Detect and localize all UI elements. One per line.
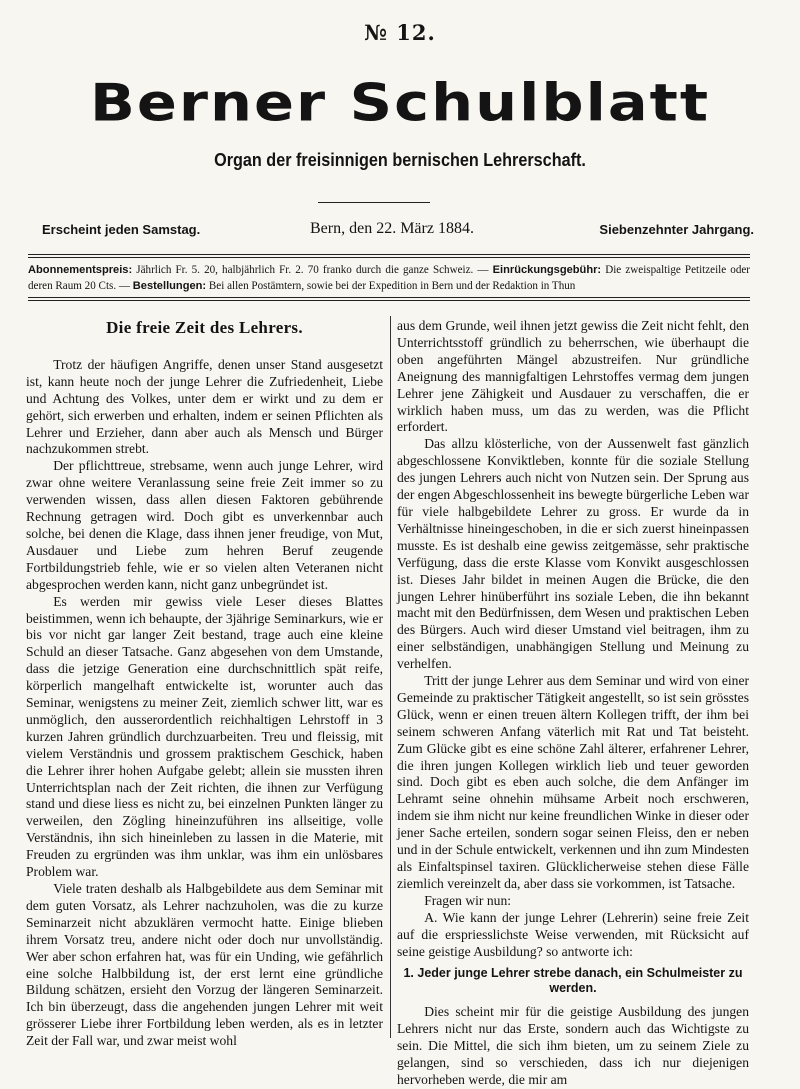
orders-text: Bei allen Postämtern, sowie bei der Expedition in Bern und der Redaktion in Thun xyxy=(206,280,576,292)
newspaper-subtitle: Organ der freisinnigen bernischen Lehrerschaft. xyxy=(214,150,586,170)
article-paragraph: Der pflichttreue, strebsame, wenn auch junge Lehrer, wird zwar ohne weitere Veranlassung seine freie Zeit immer so zu verwenden wissen, dass allen diesen Faktoren gebührende Rechnung getragen wird. Doch gibt es unverkennbar auch solche, bei denen die Klage, dass ihnen jener freudige, von Mut, Ausdauer und Liebe zum hehren Beruf zeugende Fortbildungstrieb fehle, wie er so vielen alten Veteranen nicht abgesprochen werden kann, nicht ganz unbegründet ist. xyxy=(26,458,383,592)
volume-number: Siebenzehnter Jahrgang. xyxy=(599,222,754,237)
subscription-notice xyxy=(28,262,750,294)
notice-top-rule-inner xyxy=(28,257,750,258)
article-paragraph: Das allzu klösterliche, von der Aussenwelt fast gänzlich abgeschlossene Konviktleben, konnte für die soziale Stellung des jungen Lehrers auch nicht von Nutzen sein. Der Sprung aus der engen Abgeschlossenheit ins bewegte bürgerliche Leben war für viele halbgebildete Lehrer zu gross. Er wurde da in Verhältnisse hineingeschoben, in die er sich zuerst hineinpassen musste. Es ist deshalb eine gewiss zeitgemässe, sehr praktische Verfügung, dass die erste Klasse vom Konvikt ausgeschlossen ist. Dieses Jahr bildet in meinen Augen die Brücke, die den jungen Lehrer hinüberführt ins soziale Leben, die ihn bekannt macht mit den Bedürfnissen, dem Wesen und praktischen Leben des Bürgers. Auch wird dieser Umstand viel beitragen, ihm zu einer selbständigen, unabhängigen Stellung und Meinung zu verhelfen. xyxy=(397,436,749,672)
orders-label: Bestellungen: xyxy=(132,280,207,292)
article-paragraph: Es werden mir gewiss viele Leser dieses Blattes beistimmen, wenn ich behaupte, der 3jährige Seminarkurs, wie er bis vor nicht gar langer Zeit bestand, trage auch eine kleine Schuld an dieser Tatsache. Ganz abgesehen von dem Umstande, dass die jetzige Generation eine durchschnittlich spät reife, körperlich mangelhaft entwickelte ist, worunter auch das Seminar, wenigstens zu meiner Zeit, ziemlich schwer litt, war es unmöglich, den ausserordentlich reichhaltigen Lehrstoff in 3 kurzen Jahren gründlich durchzuarbeiten. Treu und fleissig, mit vielem Verständnis und grossem praktischem Geschick, haben die Lehrer ihrer hohen Aufgabe gelebt; allein sie mussten ihren Unterrichtsplan nach der Zeit richten, die ihnen zur Verfügung stand und diese liess es nicht zu, bei einzelnen Punkten länger zu verweilen, den Zögling hineinzuführen ins allseitige, volle Verständnis, ihn sich hineinleben zu lassen in die Materie, mit Freuden zu ergründen was ihm unklar, was ihm ein unlösbares Problem war. xyxy=(26,593,383,880)
insertion-label: Einrückungsgebühr: xyxy=(492,264,602,276)
column-divider xyxy=(390,316,391,1038)
publication-schedule: Erscheint jeden Samstag. xyxy=(42,222,201,237)
article-paragraph: Dies scheint mir für die geistige Ausbildung des jungen Lehrers nicht nur das Erste, sondern auch das Wichtigste zu sein. Die Mittel, die sich ihm bieten, um zu seinem Ziele zu gelangen, sind so verschieden, dass ich nur diejenigen hervorheben werde, die mir am xyxy=(397,1004,749,1088)
place-date: Bern, den 22. März 1884. xyxy=(310,220,474,237)
article-paragraph: A. Wie kann der junge Lehrer (Lehrerin) seine freie Zeit auf die erspriesslichste Weise verwenden, mit Rücksicht auf seine geistige Ausbildung? so antworte ich: xyxy=(397,909,749,959)
notice-bottom-rule xyxy=(28,297,750,298)
notice-bottom-rule-inner xyxy=(28,300,750,301)
article-paragraph: aus dem Grunde, weil ihnen jetzt gewiss die Zeit nicht fehlt, den Unterrichtsstoff gründlich zu beherrschen, wie überhaupt die oben angeführten Mängel abzustreifen. Nur gründliche Aneignung des mannigfaltigen Lehrstoffes vermag dem jungen Lehrer jene Zähigkeit und Ausdauer zu verschaffen, die er wirklich haben muss, um das zu werden, was die Pflicht erfordert. xyxy=(397,318,749,435)
subscription-text: Jährlich Fr. 5. 20, halbjährlich Fr. 2. 70 franko durch die ganze Schweiz. — xyxy=(132,264,493,276)
article-column-right xyxy=(397,318,749,1089)
article-title: Die freie Zeit des Lehrers. xyxy=(106,318,303,337)
notice-top-rule xyxy=(28,254,750,255)
insertion-text: Die zweispaltige Petitzeile oder deren Raum 20 Cts. — xyxy=(28,264,750,292)
info-line xyxy=(42,222,754,242)
point-heading: 1. Jeder junge Lehrer strebe danach, ein Schulmeister zu werden. xyxy=(403,966,743,996)
article-paragraph: Trotz der häufigen Angriffe, denen unser Stand ausgesetzt ist, kann heute noch der junge Lehrer die Zufriedenheit, Liebe und Achtung des Volkes, unter dem er wirkt und zu dem er gehört, sich erwerben und erhalten, indem er seinen Pflichten als Lehrer und Erzieher, dann aber auch als Mensch und Bürger nachzukommen strebt. xyxy=(26,356,383,457)
article-paragraph: Viele traten deshalb als Halbgebildete aus dem Seminar mit dem guten Vorsatz, als Lehrer nachzuholen, was die zu kurze Seminarzeit nicht abzuklären vermocht hatte. Einige blieben ihrem Vorsatz treu, andere nicht oder doch nur unvollständig. Wer aber schon erfahren hat, was für ein Unding, wie gefährlich eine solche Halbbildung ist, der erst lernt eine gründliche Bildung schätzen, ersieht den Vorzug der längeren Seminarzeit. Ich bin überzeugt, dass die angehenden jungen Lehrer mit weit grösserer Liebe ihrer Fortbildung leben werden, als es in letzter Zeit der Fall war, und zwar meist wohl xyxy=(26,881,383,1049)
newspaper-title: Berner Schulblatt xyxy=(89,72,711,133)
issue-number: № 12. xyxy=(364,20,436,45)
subscription-label: Abonnementspreis: xyxy=(28,264,133,276)
title-divider xyxy=(318,202,430,203)
article-paragraph: Tritt der junge Lehrer aus dem Seminar und wird von einer Gemeinde zu praktischer Tätigkeit angestellt, so ist sein grösstes Glück, wenn er einen treuen ältern Kollegen trifft, der ihm bei seinem schweren Anfang väterlich mit Rat und Tat beisteht. Zum Glücke gibt es eine schöne Zahl älterer, erfahrener Lehrer, die ihren jungen Kollegen wirklich lieb und teuer geworden sind. Doch gibt es eben auch solche, die dem Anfänger im Lehramt seine ohnehin mühsame Arbeit noch erschweren, indem sie ihm nicht nur keine freundlichen Winke in dieser oder jener Sache erteilen, sondern sogar seinen Fleiss, den er neben und in der Schule entwickelt, verkennen und ihn zum Mindesten als Einfaltspinsel taxiren. Glücklicherweise stehen diese Fälle ziemlich vereinzelt da, aber dass sie vorkommen, ist Tatsache. xyxy=(397,673,749,891)
article-paragraph: Fragen wir nun: xyxy=(424,892,512,908)
article-column-left xyxy=(26,318,383,1050)
